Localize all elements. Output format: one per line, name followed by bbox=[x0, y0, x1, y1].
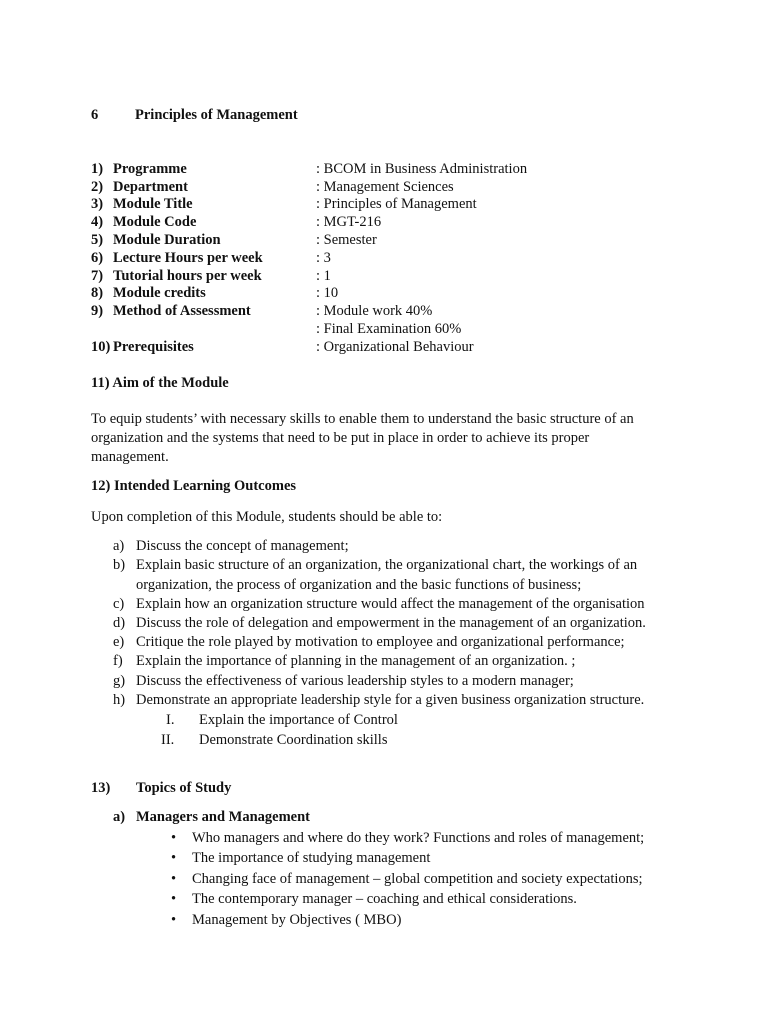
bullet-item: Who managers and where do they work? Functions and roles of management; bbox=[192, 830, 645, 846]
aim-paragraph-line: management. bbox=[91, 449, 169, 465]
outcomes-heading: 12) Intended Learning Outcomes bbox=[91, 478, 297, 494]
detail-label: Department bbox=[113, 179, 188, 195]
list-marker: d) bbox=[113, 615, 126, 631]
sublist-item: Explain the importance of Control bbox=[199, 712, 398, 728]
bullet-icon: • bbox=[171, 871, 177, 887]
sublist-marker: I. bbox=[166, 712, 175, 728]
detail-number: 1) bbox=[91, 161, 104, 177]
bullet-icon: • bbox=[171, 830, 177, 846]
list-marker: f) bbox=[113, 653, 123, 669]
detail-number: 6) bbox=[91, 250, 104, 266]
detail-value: : MGT-216 bbox=[316, 214, 382, 230]
detail-label: Lecture Hours per week bbox=[113, 250, 263, 266]
aim-paragraph-line: To equip students’ with necessary skills to enable them to understand the basic structure of an bbox=[91, 411, 634, 427]
bullet-icon: • bbox=[171, 912, 177, 928]
bullet-icon: • bbox=[171, 891, 177, 907]
bullet-item: Changing face of management – global competition and society expectations; bbox=[192, 871, 643, 887]
topics-heading: Topics of Study bbox=[136, 780, 232, 796]
detail-value: : Final Examination 60% bbox=[316, 321, 462, 337]
list-marker: b) bbox=[113, 557, 126, 573]
list-item: Discuss the effectiveness of various leadership styles to a modern manager; bbox=[136, 673, 574, 689]
detail-label: Module Code bbox=[113, 214, 197, 230]
detail-number: 2) bbox=[91, 179, 104, 195]
list-item: Explain basic structure of an organization, the organizational chart, the workings of an bbox=[136, 557, 638, 573]
detail-label: Prerequisites bbox=[113, 339, 194, 355]
bullet-item: The importance of studying management bbox=[192, 850, 431, 866]
list-item: Explain the importance of planning in the management of an organization. ; bbox=[136, 653, 576, 669]
detail-value: : 1 bbox=[316, 268, 331, 284]
section-number: 6 bbox=[91, 107, 99, 123]
list-item: Explain how an organization structure would affect the management of the organisation bbox=[136, 596, 645, 612]
section-title: Principles of Management bbox=[135, 107, 298, 123]
detail-number: 3) bbox=[91, 196, 104, 212]
detail-value: : Module work 40% bbox=[316, 303, 433, 319]
detail-number: 9) bbox=[91, 303, 104, 319]
sublist-marker: II. bbox=[161, 732, 175, 748]
detail-value: : Management Sciences bbox=[316, 179, 454, 195]
detail-label: Module Duration bbox=[113, 232, 221, 248]
bullet-icon: • bbox=[171, 850, 177, 866]
list-marker: h) bbox=[113, 692, 126, 708]
detail-value: : Organizational Behaviour bbox=[316, 339, 474, 355]
list-item: Discuss the concept of management; bbox=[136, 538, 349, 554]
aim-heading: 11) Aim of the Module bbox=[91, 375, 229, 391]
detail-value: : Principles of Management bbox=[316, 196, 477, 212]
list-marker: a) bbox=[113, 538, 125, 554]
detail-value: : 3 bbox=[316, 250, 331, 266]
bullet-item: Management by Objectives ( MBO) bbox=[192, 912, 402, 928]
topic-subheading: Managers and Management bbox=[136, 809, 310, 825]
list-item: organization, the process of organization and the basic functions of business; bbox=[136, 577, 582, 593]
detail-number: 7) bbox=[91, 268, 104, 284]
detail-value: : 10 bbox=[316, 285, 339, 301]
topics-number: 13) bbox=[91, 780, 111, 796]
aim-paragraph-line: organization and the systems that need to be put in place in order to achieve its proper bbox=[91, 430, 590, 446]
detail-label: Tutorial hours per week bbox=[113, 268, 262, 284]
detail-number: 10) bbox=[91, 339, 111, 355]
detail-label: Method of Assessment bbox=[113, 303, 251, 319]
outcomes-intro: Upon completion of this Module, students should be able to: bbox=[91, 509, 443, 525]
detail-number: 8) bbox=[91, 285, 104, 301]
detail-label: Programme bbox=[113, 161, 187, 177]
sublist-item: Demonstrate Coordination skills bbox=[199, 732, 388, 748]
detail-label: Module credits bbox=[113, 285, 206, 301]
detail-label: Module Title bbox=[113, 196, 193, 212]
detail-number: 4) bbox=[91, 214, 104, 230]
bullet-item: The contemporary manager – coaching and ethical considerations. bbox=[192, 891, 577, 907]
list-item: Critique the role played by motivation to employee and organizational performance; bbox=[136, 634, 625, 650]
list-item: Discuss the role of delegation and empowerment in the management of an organization. bbox=[136, 615, 646, 631]
list-marker: c) bbox=[113, 596, 125, 612]
list-marker: g) bbox=[113, 673, 126, 689]
list-marker: e) bbox=[113, 634, 125, 650]
detail-value: : BCOM in Business Administration bbox=[316, 161, 528, 177]
detail-value: : Semester bbox=[316, 232, 377, 248]
detail-number: 5) bbox=[91, 232, 104, 248]
list-item: Demonstrate an appropriate leadership style for a given business organization structure. bbox=[136, 692, 645, 708]
topic-marker: a) bbox=[113, 809, 126, 825]
